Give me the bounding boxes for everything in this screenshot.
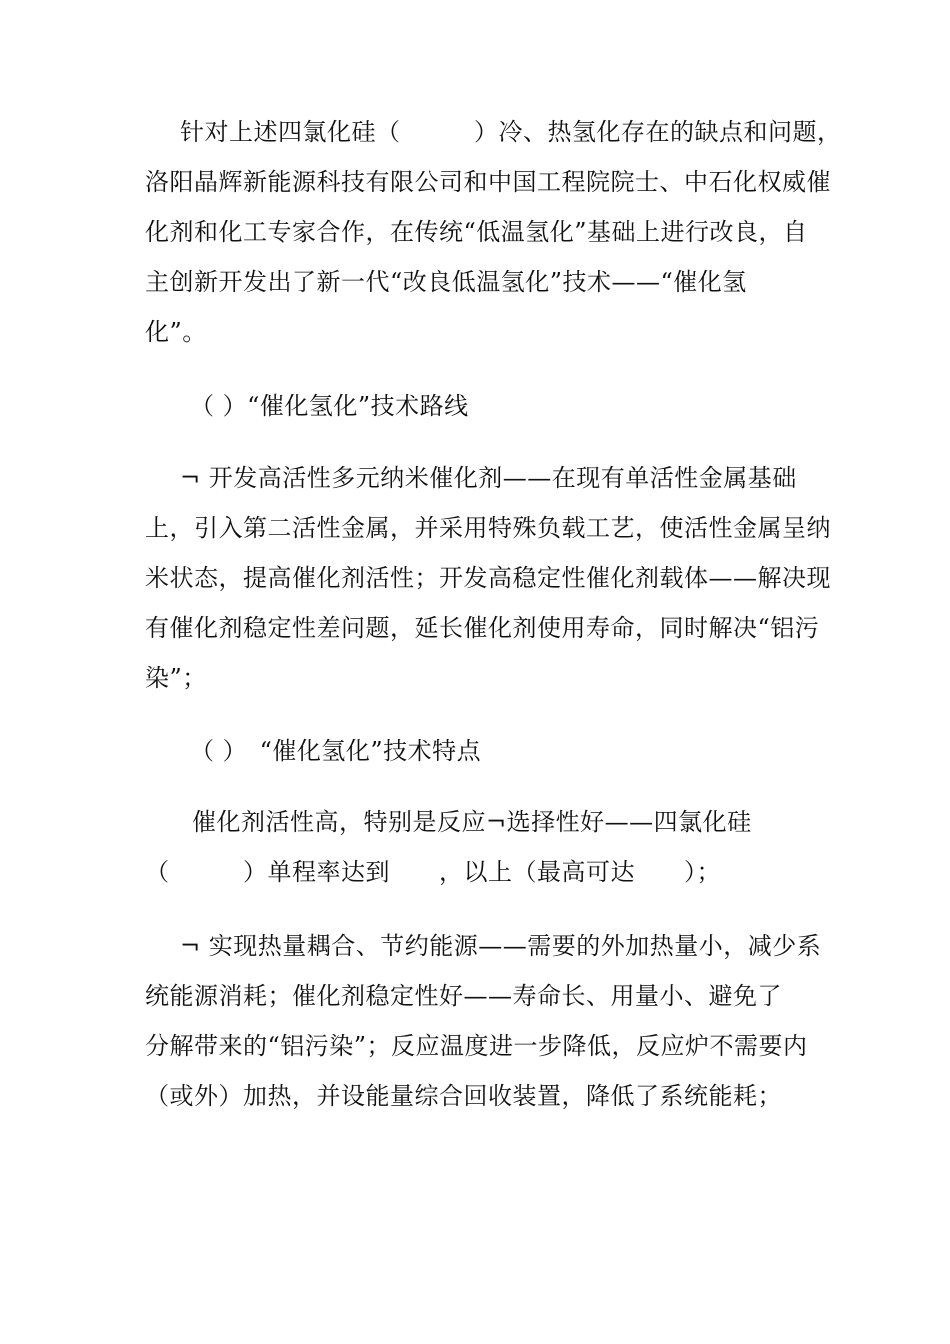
paragraph-1-line-1: 针对上述四氯化硅（ ）冷、热氢化存在的缺点和问题， <box>180 118 842 146</box>
paragraph-4-line-4: （或外）加热，并设能量综合回收装置，降低了系统能耗； <box>145 1082 782 1110</box>
paragraph-2-line-3: 米状态，提高催化剂活性；开发高稳定性催化剂载体——解决现 <box>145 564 831 592</box>
paragraph-3-line-2: （ ）单程率达到 ，以上（最高可达 ）； <box>145 858 721 886</box>
paragraph-1-line-5: 化”。 <box>145 318 207 346</box>
paragraph-2-line-1: ¬ 开发高活性多元纳米催化剂——在现有单活性金属基础 <box>180 464 797 492</box>
paragraph-1-line-2: 洛阳晶辉新能源科技有限公司和中国工程院院士、中石化权威催 <box>145 168 831 196</box>
heading-technical-features: （ ） “催化氢化”技术特点 <box>190 737 482 765</box>
paragraph-4-line-2: 统能源消耗；催化剂稳定性好——寿命长、用量小、避免了 <box>145 982 782 1010</box>
paragraph-1-line-4: 主创新开发出了新一代“改良低温氢化”技术——“催化氢 <box>145 268 747 296</box>
paragraph-4-line-3: 分解带来的“铝污染”；反应温度进一步降低，反应炉不需要内 <box>145 1032 808 1060</box>
paragraph-2-line-2: 上，引入第二活性金属，并采用特殊负载工艺，使活性金属呈纳 <box>145 514 831 542</box>
heading-technical-route: （ ）“催化氢化”技术路线 <box>190 392 469 420</box>
paragraph-4-line-1: ¬ 实现热量耦合、节约能源——需要的外加热量小，减少系 <box>180 932 822 960</box>
paragraph-2-line-5: 染”； <box>145 664 207 692</box>
paragraph-2-line-4: 有催化剂稳定性差问题，延长催化剂使用寿命，同时解决“铝污 <box>145 614 820 642</box>
paragraph-1-line-3: 化剂和化工专家合作，在传统“低温氢化”基础上进行改良，自 <box>145 218 808 246</box>
paragraph-3-line-1: 催化剂活性高，特别是反应¬选择性好——四氯化硅 <box>192 808 752 836</box>
